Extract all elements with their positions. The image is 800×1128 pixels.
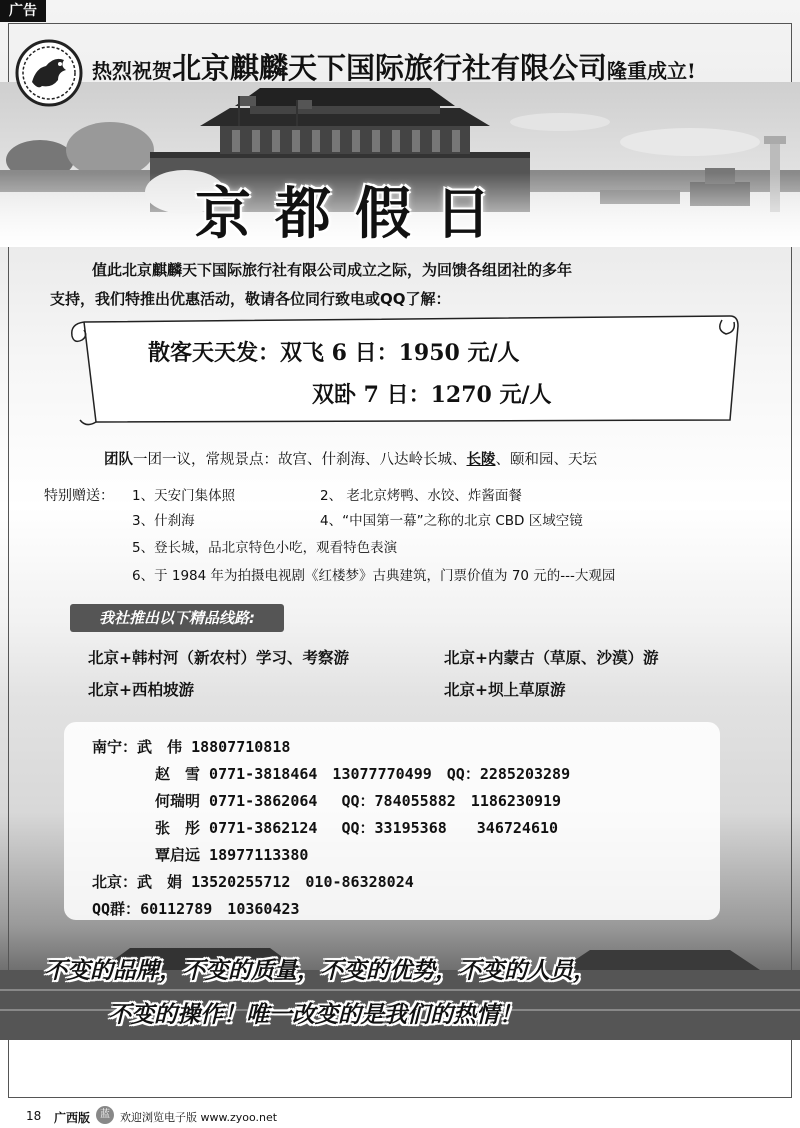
headline-suffix: 隆重成立! xyxy=(607,59,696,83)
contact-info: 60112789 10360423 xyxy=(140,900,300,918)
gift-item: 3、什刹海 xyxy=(132,513,195,529)
contact-info: 18977113380 xyxy=(209,846,309,864)
team-tail: 、颐和园、天坛 xyxy=(495,452,597,468)
gift-item: 4、“中国第一幕”之称的北京 CBD 区域空镜 xyxy=(320,513,583,529)
contact-city: 南宁： xyxy=(92,738,138,756)
routes-title: 我社推出以下精品线路: xyxy=(70,604,284,632)
contact-info: 0771-3862064 QQ：784055882 1186230919 xyxy=(209,792,562,810)
contact-row xyxy=(92,898,300,919)
page-footer xyxy=(0,1104,800,1128)
slogan-line-2: 不变的操作！唯一改变的是我们的热情！ xyxy=(108,1001,522,1028)
route-item: 北京+内蒙古（草原、沙漠）游 xyxy=(444,649,659,667)
contact-name: 赵 雪 xyxy=(155,765,201,783)
gifts-label: 特别赠送： xyxy=(44,488,114,504)
edition-badge-icon: 蓝 xyxy=(96,1106,114,1124)
contact-info: 18807710818 xyxy=(191,738,291,756)
gift-item: 1、天安门集体照 xyxy=(132,488,236,504)
qilin-logo-icon xyxy=(14,38,84,108)
train-ticket-note: ☆ 凭我社优势长期代订：北京--全国各地 软卧、硬卧火车票（团、散均可）☆ xyxy=(108,1050,692,1070)
headline-prefix: 热烈祝贺 xyxy=(92,59,172,83)
contact-row xyxy=(92,736,290,757)
contact-city: QQ群： xyxy=(92,900,141,918)
team-label: 团队 xyxy=(104,452,133,468)
team-highlight: 长陵 xyxy=(466,452,496,468)
intro-line-2: 支持，我们特推出优惠活动，敬请各位同行致电或QQ了解： xyxy=(50,290,451,308)
contact-info: 0771-3818464 13077770499 QQ：2285203289 xyxy=(209,765,571,783)
gift-item: 6、于 1984 年为拍摄电视剧《红楼梦》古典建筑，门票价值为 70 元的---大观园 xyxy=(132,568,616,584)
contact-row xyxy=(155,790,561,811)
contact-row xyxy=(155,844,308,865)
website-note: 欢迎浏览电子版 www.zyoo.net xyxy=(120,1111,278,1124)
contact-info: 0771-3862124 QQ：33195368 346724610 xyxy=(209,819,559,837)
price-line-train: 双卧 7 日：1270 元/人 xyxy=(312,382,552,408)
route-item: 北京+西柏坡游 xyxy=(88,681,194,699)
price-line-air: 散客天天发：双飞 6 日：1950 元/人 xyxy=(148,340,520,366)
main-title: 京都假日 xyxy=(195,181,515,247)
contact-name: 武 娟 xyxy=(137,873,183,891)
route-item: 北京+韩村河（新农村）学习、考察游 xyxy=(88,649,349,667)
gift-item: 2、 老北京烤鸭、水饺、炸酱面餐 xyxy=(320,488,522,504)
price-scroll-frame xyxy=(62,310,742,430)
headline-company: 北京麒麟天下国际旅行社有限公司 xyxy=(172,51,608,85)
contact-row xyxy=(92,871,414,892)
contact-name: 张 彤 xyxy=(155,819,201,837)
contact-row xyxy=(155,817,558,838)
contact-name: 覃启远 xyxy=(155,846,201,864)
headline xyxy=(92,46,792,86)
contact-name: 武 伟 xyxy=(137,738,183,756)
gift-item: 5、登长城，品北京特色小吃，观看特色表演 xyxy=(132,540,398,556)
intro-line-1: 值此北京麒麟天下国际旅行社有限公司成立之际，为回馈各组团社的多年 xyxy=(92,261,573,279)
contact-row xyxy=(155,763,570,784)
ad-tag: 广告 xyxy=(0,0,46,22)
intro-paragraph xyxy=(50,256,770,314)
team-text: 一团一议，常规景点：故宫、什刹海、八达岭长城、 xyxy=(133,452,467,468)
page-number: 18 xyxy=(26,1109,42,1123)
slogan-line-1: 不变的品牌，不变的质量，不变的优势，不变的人员， xyxy=(44,957,596,984)
team-tour-line xyxy=(104,448,597,469)
edition-label: 广西版 xyxy=(54,1111,91,1125)
contact-info: 13520255712 010-86328024 xyxy=(191,873,414,891)
route-item: 北京+坝上草原游 xyxy=(444,681,566,699)
contact-city: 北京： xyxy=(92,873,138,891)
contact-name: 何瑞明 xyxy=(155,792,201,810)
